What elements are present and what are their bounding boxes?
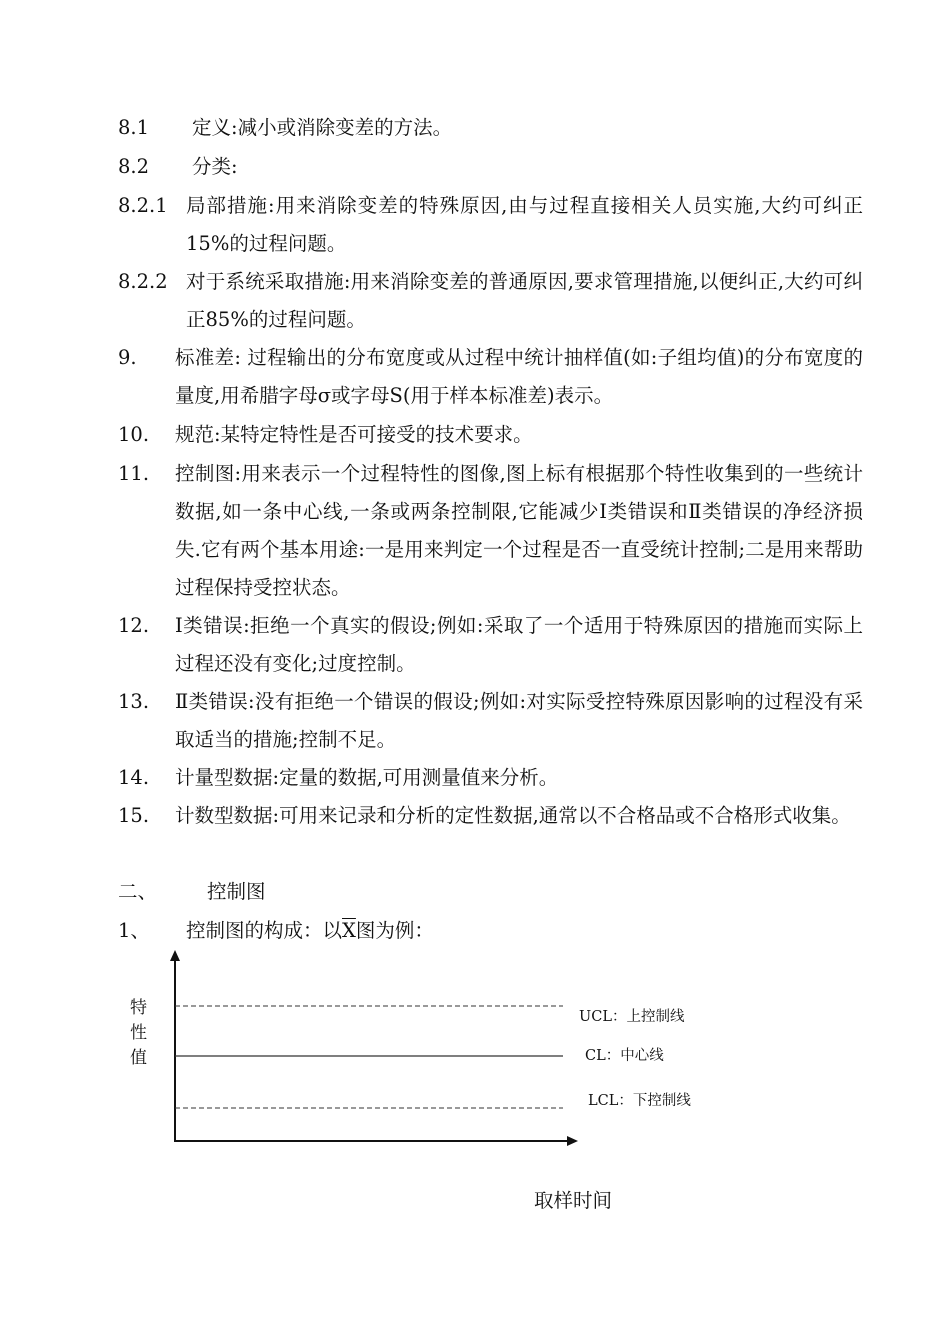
item-number: 9.	[118, 346, 137, 369]
item-text: 对于系统采取措施:用来消除变差的普通原因,要求管理措施,以便纠正,大约可纠正85%的过程问题。	[186, 270, 863, 331]
section-number: 二、	[118, 880, 158, 903]
item-text: 分类:	[192, 155, 238, 178]
x-axis-arrow	[567, 1136, 578, 1146]
item-number: 14.	[118, 766, 150, 789]
y-axis-arrow	[170, 950, 180, 961]
item-text: 规范:某特定特性是否可接受的技术要求。	[175, 423, 533, 446]
subsection-number: 1、	[118, 919, 150, 942]
item-text: 计数型数据:可用来记录和分析的定性数据,通常以不合格品或不合格形式收集。	[175, 804, 851, 827]
item-text: Ⅱ类错误:没有拒绝一个错误的假设;例如:对实际受控特殊原因影响的过程没有采取适当的措施;控制不足。	[175, 690, 863, 751]
item-number: 8.2.1	[118, 194, 168, 217]
item-text: 控制图:用来表示一个过程特性的图像,图上标有根据那个特性收集到的一些统计数据,如一条中心线,一条或两条控制限,它能减少Ⅰ类错误和Ⅱ类错误的净经济损失.它有两个基本用途:一是用来判定一个过程是否一直受统计控制;二是用来帮助过程保持受控状态。	[175, 462, 863, 599]
item-number: 10.	[118, 423, 150, 446]
cl-label: CL：中心线	[585, 1048, 664, 1064]
item-number: 11.	[118, 462, 150, 485]
y-axis-label-3: 值	[130, 1048, 147, 1068]
item-text: Ⅰ类错误:拒绝一个真实的假设;例如:采取了一个适用于特殊原因的措施而实际上过程还没有变化;过度控制。	[175, 614, 863, 675]
subsection-suffix: 图为例：	[355, 919, 434, 942]
x-bar-symbol: $\overline{X}$	[342, 919, 356, 942]
item-number: 8.2.2	[118, 270, 168, 293]
item-number: 8.1	[118, 116, 150, 139]
item-number: 15.	[118, 804, 150, 827]
item-text: 定义:减小或消除变差的方法。	[192, 116, 453, 139]
item-text: 计量型数据:定量的数据,可用测量值来分析。	[175, 766, 559, 789]
subsection-prefix: 控制图的构成：以	[186, 919, 343, 942]
y-axis-label-2: 性	[130, 1023, 147, 1043]
ucl-label: UCL：上控制线	[579, 1009, 685, 1025]
item-number: 13.	[118, 690, 150, 713]
lcl-label: LCL：下控制线	[588, 1093, 691, 1109]
item-text: 局部措施:用来消除变差的特殊原因,由与过程直接相关人员实施,大约可纠正15%的过程问题。	[186, 194, 863, 255]
item-number: 8.2	[118, 155, 150, 178]
x-axis-label: 取样时间	[534, 1189, 613, 1212]
section-title-text: 控制图	[207, 880, 266, 903]
item-number: 12.	[118, 614, 150, 637]
y-axis-label-1: 特	[130, 998, 147, 1018]
item-text: 标准差: 过程输出的分布宽度或从过程中统计抽样值(如:子组均值)的分布宽度的量度,用希腊字母σ或字母S(用于样本标准差)表示。	[175, 346, 863, 407]
